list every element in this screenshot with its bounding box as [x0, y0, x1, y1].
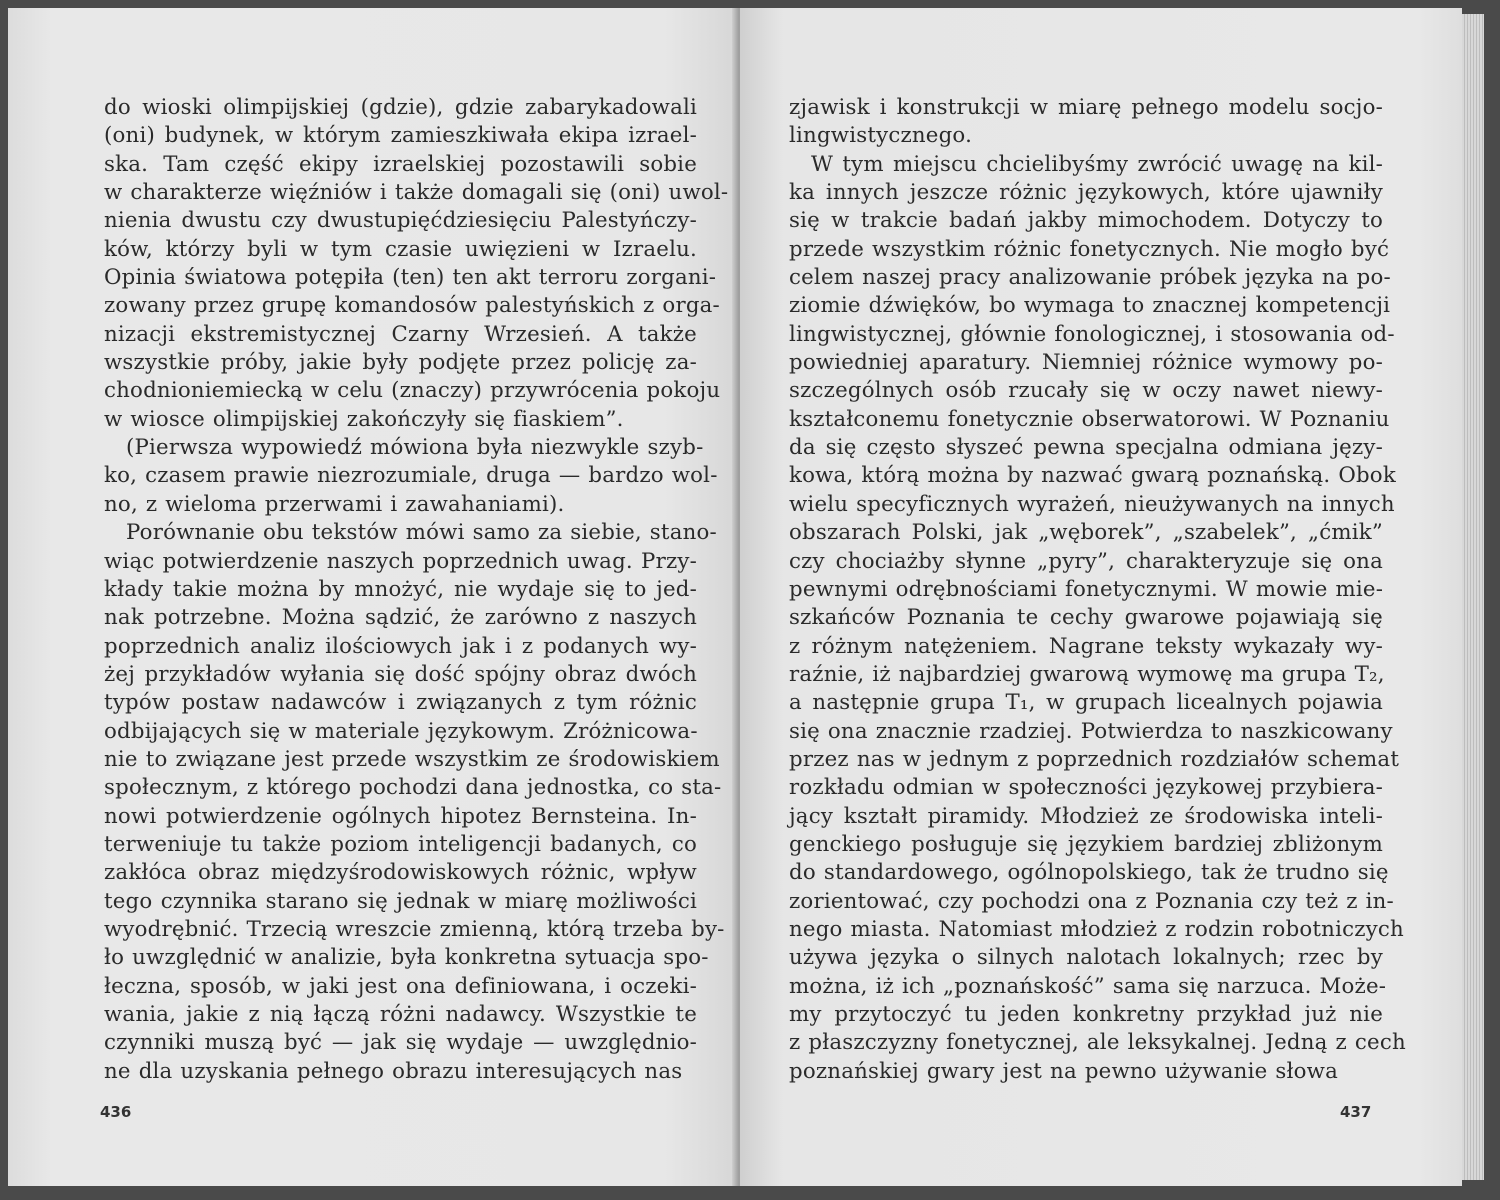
text-line: poznańskiej gwary jest na pewno używanie słowa	[789, 1058, 1338, 1084]
text-line: ków, którzy byli w tym czasie uwięzieni w Izraelu.	[104, 236, 697, 262]
text-line: nak potrzebne. Można sądzić, że zarówno z naszych	[104, 605, 697, 631]
text-line: rozkładu odmian w społeczności językowej przybiera-	[789, 775, 1383, 801]
text-line: łeczna, sposób, w jaki jest ona definiowana, i oczeki-	[104, 973, 697, 999]
text-line: czy chociażby słynne „pyry”, charakteryzuje się ona	[789, 548, 1383, 574]
text-line: chodnioniemiecką w celu (znaczy) przywrócenia pokoju	[104, 378, 721, 404]
text-line: wania, jakie z nią łączą różni nadawcy. Wszystkie te	[104, 1002, 697, 1027]
text-line: raźnie, iż najbardziej gwarową wymowę ma grupa T₂,	[789, 661, 1385, 687]
text-line: no, z wieloma przerwami i zawahaniami).	[104, 491, 565, 517]
page-edges	[1462, 14, 1484, 1180]
text-line: wyodrębnić. Trzecią wreszcie zmienną, którą trzeba by-	[104, 916, 725, 942]
text-line: wiąc potwierdzenie naszych poprzednich uwag. Przy-	[104, 548, 697, 574]
left-page-number: 436	[100, 1103, 132, 1121]
text-line: lingwistycznej, głównie fonologicznej, i stosowania od-	[789, 321, 1395, 347]
text-line: do wioski olimpijskiej (gdzie), gdzie zabarykadowali	[104, 95, 697, 120]
text-line: czynniki muszą być — jak się wydaje — uwzględnio-	[104, 1030, 697, 1056]
text-line: przez nas w jednym z poprzednich rozdziałów schemat	[789, 746, 1400, 772]
text-line: się ona znacznie rzadziej. Potwierdza to naszkicowany	[789, 718, 1393, 744]
text-line: ska. Tam część ekipy izraelskiej pozostawili sobie	[104, 151, 697, 177]
text-line: tego czynnika starano się jednak w miarę możliwości	[104, 888, 697, 914]
text-line: ka innych jeszcze różnic językowych, które ujawniły	[789, 180, 1383, 206]
text-line: odbijających się w materiale językowym. Zróżnicowa-	[104, 718, 698, 744]
text-line: nego miasta. Natomiast młodzież z rodzin robotniczych	[789, 916, 1404, 942]
text-line: w charakterze więźniów i także domagali się (oni) uwol-	[104, 180, 729, 206]
text-line: ne dla uzyskania pełnego obrazu interesujących nas	[104, 1058, 683, 1084]
text-line: nie to związane jest przede wszystkim ze środowiskiem	[104, 746, 720, 772]
text-line: wszystkie próby, jakie były podjęte przez policję za-	[104, 350, 697, 376]
text-line: szczególnych osób rzucały się w oczy nawet niewy-	[789, 378, 1383, 404]
text-line: z różnym natężeniem. Nagrane teksty wykazały wy-	[789, 633, 1383, 659]
text-line: terweniuje tu także poziom inteligencji badanych, co	[104, 831, 697, 857]
text-line: nienia dwustu czy dwustupięćdziesięciu Palestyńczy-	[104, 208, 697, 234]
text-line: Porównanie obu tekstów mówi samo za siebie, stano-	[126, 520, 717, 546]
text-line: W tym miejscu chcielibyśmy zwrócić uwagę na kil-	[811, 151, 1383, 177]
text-line: ko, czasem prawie niezrozumiale, druga — bardzo wol-	[104, 463, 718, 489]
text-line: się w trakcie badań jakby mimochodem. Dotyczy to	[789, 208, 1383, 234]
text-line: poprzednich analiz ilościowych jak i z podanych wy-	[104, 633, 697, 659]
text-line: zjawisk i konstrukcji w miarę pełnego modelu socjo-	[789, 95, 1383, 120]
text-line: powiedniej aparatury. Niemniej różnice wymowy po-	[789, 350, 1383, 376]
text-line: celem naszej pracy analizowanie próbek języka na po-	[789, 265, 1391, 291]
left-text-column	[104, 94, 729, 1086]
text-line: żej przykładów wyłania się dość spójny obraz dwóch	[104, 661, 697, 687]
text-line: kowa, którą można by nazwać gwarą poznańską. Obok	[789, 463, 1396, 489]
text-line: nowi potwierdzenie ogólnych hipotez Bernsteina. In-	[104, 803, 697, 829]
text-line: kształconemu fonetycznie obserwatorowi. W Poznaniu	[789, 406, 1390, 432]
text-line: w wiosce olimpijskiej zakończyły się fiaskiem”.	[104, 406, 624, 432]
text-line: pewnymi odrębnościami fonetycznymi. W mowie mie-	[789, 576, 1384, 602]
text-line: szkańców Poznania te cechy gwarowe pojawiają się	[789, 605, 1383, 631]
text-line: da się często słyszeć pewna specjalna odmiana języ-	[789, 435, 1383, 461]
text-line: (oni) budynek, w którym zamieszkiwała ekipa izrael-	[104, 123, 697, 149]
text-line: lingwistycznego.	[789, 123, 973, 149]
text-line: ło uwzględnić w analizie, była konkretna sytuacja spo-	[104, 945, 709, 971]
text-line: nizacji ekstremistycznej Czarny Wrzesień. A także	[104, 321, 697, 347]
text-line: (Pierwsza wypowiedź mówiona była niezwykle szyb-	[126, 435, 704, 461]
right-text-column	[789, 94, 1406, 1086]
text-line: przede wszystkim różnic fonetycznych. Nie mogło być	[789, 236, 1390, 262]
right-page	[740, 8, 1462, 1186]
text-line: społecznym, z którego pochodzi dana jednostka, co sta-	[104, 775, 722, 801]
text-line: zowany przez grupę komandosów palestyńskich z orga-	[104, 293, 720, 319]
text-line: genckiego posługuje się językiem bardziej zbliżonym	[789, 831, 1383, 857]
left-page	[8, 8, 738, 1186]
text-line: jący kształt piramidy. Młodzież ze środowiska inteli-	[789, 803, 1383, 829]
text-line: kłady takie można by mnożyć, nie wydaje się to jed-	[104, 576, 697, 602]
text-line: obszarach Polski, jak „węborek”, „szabelek”, „ćmik”	[789, 520, 1383, 546]
text-line: wielu specyficznych wyrażeń, nieużywanych na innych	[789, 491, 1395, 517]
text-line: można, iż ich „poznańskość” sama się narzuca. Może-	[789, 973, 1387, 999]
text-line: a następnie grupa T₁, w grupach licealnych pojawia	[789, 690, 1383, 716]
text-line: zakłóca obraz międzyśrodowiskowych różnic, wpływ	[104, 860, 697, 886]
text-line: używa języka o silnych nalotach lokalnych; rzec by	[789, 945, 1383, 971]
text-line: do standardowego, ogólnopolskiego, tak że trudno się	[789, 860, 1389, 886]
text-line: typów postaw nadawców i związanych z tym różnic	[104, 690, 697, 716]
text-line: z płaszczyzny fonetycznej, ale leksykalnej. Jedną z cech	[789, 1030, 1406, 1056]
text-line: ziomie dźwięków, bo wymaga to znacznej kompetencji	[789, 293, 1391, 319]
text-line: zorientować, czy pochodzi ona z Poznania czy też z in-	[789, 888, 1394, 914]
text-line: my przytoczyć tu jeden konkretny przykład już nie	[789, 1002, 1383, 1027]
text-line: Opinia światowa potępiła (ten) ten akt terroru zorgani-	[104, 265, 717, 291]
right-page-number: 437	[1340, 1103, 1372, 1121]
